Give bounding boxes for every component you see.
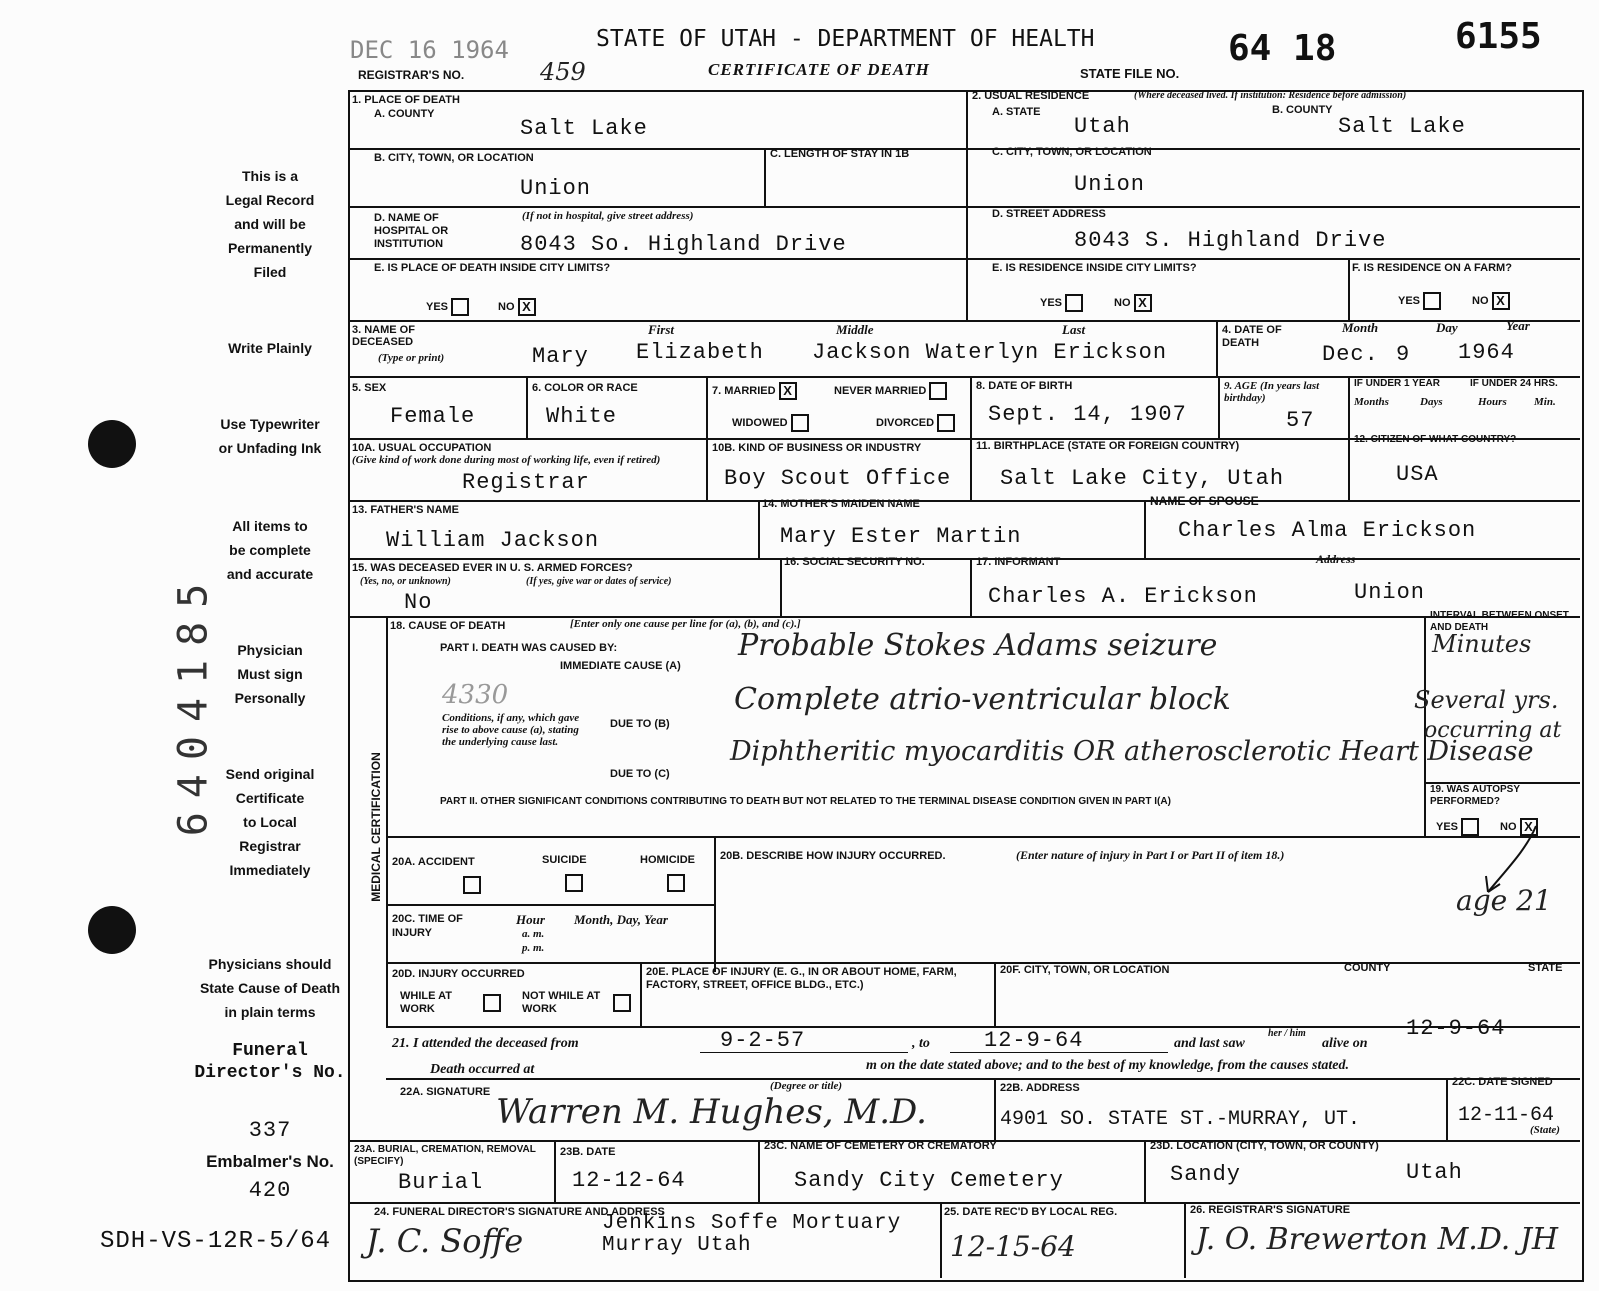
- value-birth-date: Sept. 14, 1907: [988, 402, 1187, 427]
- label-armed-note1: (Yes, no, or unknown): [360, 576, 451, 587]
- label-under-24-hrs: IF UNDER 24 HRS.: [1470, 378, 1558, 389]
- suicide-checkbox[interactable]: [562, 874, 583, 892]
- res-farm-no[interactable]: NO X: [1472, 292, 1510, 310]
- label-usual-residence: 2. USUAL RESIDENCE: [972, 90, 1090, 102]
- label-informant-address: Address: [1316, 552, 1356, 566]
- value-last-name: Jackson Waterlyn Erickson: [812, 340, 1168, 365]
- value-citizen: USA: [1396, 462, 1439, 487]
- value-funeral-home: Jenkins Soffe Mortuary: [602, 1212, 902, 1235]
- value-attended-from: 9-2-57: [720, 1028, 806, 1053]
- file-number-prefix: 64 18: [1228, 28, 1337, 69]
- state-title: STATE OF UTAH - DEPARTMENT OF HEALTH: [596, 26, 1095, 52]
- label-date-received: 25. DATE REC'D BY LOCAL REG.: [944, 1206, 1118, 1218]
- label-age: 9. AGE (In years last birthday): [1224, 380, 1320, 404]
- value-disposition-date: 12-12-64: [572, 1168, 686, 1193]
- label-social-security: 16. SOCIAL SECURITY NO.: [784, 556, 925, 568]
- note-complete: All items to be complete and accurate: [226, 518, 314, 582]
- value-alive-on: 12-9-64: [1406, 1016, 1506, 1041]
- value-spouse: Charles Alma Erickson: [1178, 518, 1477, 543]
- label-city: B. CITY, TOWN, OR LOCATION: [374, 152, 534, 164]
- label-county: A. COUNTY: [374, 108, 435, 120]
- value-cause-a: Probable Stokes Adams seizure: [738, 628, 1218, 663]
- injury-not-at-work: NOT WHILE AT WORK: [522, 990, 601, 1015]
- status-never-married[interactable]: NEVER MARRIED: [834, 382, 947, 400]
- label-mother: 14. MOTHER'S MAIDEN NAME: [762, 498, 920, 510]
- label-day: Day: [1436, 320, 1458, 335]
- label-business: 10B. KIND OF BUSINESS OR INDUSTRY: [712, 442, 922, 454]
- label-suicide: SUICIDE: [542, 854, 587, 866]
- label-part1: PART I. DEATH WAS CAUSED BY:: [440, 642, 618, 654]
- label-middle: Middle: [836, 322, 874, 337]
- label-last: Last: [1062, 322, 1086, 337]
- registrar-signature: J. O. Brewerton M.D. JH: [1196, 1222, 1559, 1257]
- value-county: Salt Lake: [520, 116, 648, 141]
- label-immediate-cause: IMMEDIATE CAUSE (A): [560, 660, 681, 672]
- while-at-work-checkbox[interactable]: [480, 994, 501, 1012]
- registrar-no: 459: [540, 58, 586, 86]
- label-degree: (Degree or title): [770, 1080, 843, 1092]
- form-code: SDH-VS-12R-5/64: [100, 1228, 332, 1255]
- value-disposition: Burial: [398, 1170, 484, 1195]
- value-res-state: Utah: [1074, 114, 1131, 139]
- label-month: Month: [1342, 320, 1379, 335]
- label-place-of-death: 1. PLACE OF DEATH: [352, 94, 460, 106]
- death-city-limits-yes[interactable]: YES: [426, 298, 469, 316]
- value-interval-a: Minutes: [1432, 630, 1532, 658]
- value-age: 57: [1286, 408, 1315, 433]
- label-attended-from: 21. I attended the deceased from: [392, 1036, 579, 1051]
- label-months: Months: [1354, 396, 1389, 408]
- label-cause-note: [Enter only one cause per line for (a), (b), and (c).]: [570, 618, 801, 630]
- label-interval: INTERVAL BETWEEN ONSET AND DEATH: [1430, 610, 1569, 633]
- label-res-street: D. STREET ADDRESS: [992, 208, 1106, 220]
- label-year: Year: [1506, 318, 1530, 333]
- label-birthplace: 11. BIRTHPLACE (STATE OR FOREIGN COUNTRY): [976, 440, 1240, 452]
- label-informant: 17. INFORMANT: [976, 556, 1061, 568]
- value-armed-forces: No: [404, 590, 433, 615]
- label-hospital-note: (If not in hospital, give street address): [522, 210, 694, 222]
- embalmer-no: 420: [248, 1178, 292, 1203]
- value-location-city: Sandy: [1170, 1162, 1242, 1187]
- punch-hole-top: [88, 420, 136, 468]
- value-funeral-city: Murray Utah: [602, 1234, 752, 1257]
- not-while-at-work-checkbox[interactable]: [610, 994, 631, 1012]
- note-send-original: Send original Certificate to Local Registrar Immediately: [225, 766, 315, 878]
- funeral-director-no: 337: [248, 1118, 292, 1143]
- label-state-paren: (State): [1530, 1124, 1560, 1136]
- label-citizen: 12. CITIZEN OF WHAT COUNTRY?: [1354, 434, 1517, 445]
- label-occurred-tail: m on the date stated above; and to the best of my knowledge, from the causes stated.: [866, 1058, 1349, 1073]
- status-widowed[interactable]: WIDOWED: [732, 414, 809, 432]
- label-injury-occurred: 20D. INJURY OCCURRED: [392, 968, 525, 980]
- label-first: First: [648, 322, 675, 337]
- embalmer-label: Embalmer's No.: [206, 1152, 334, 1171]
- res-city-limits-no[interactable]: NO X: [1114, 294, 1152, 312]
- label-signature: 22A. SIGNATURE: [400, 1086, 491, 1098]
- value-father: William Jackson: [386, 528, 600, 553]
- arrow-annotation: [1476, 820, 1546, 900]
- value-interval-c: occurring at: [1424, 718, 1562, 743]
- file-number: 6155: [1455, 16, 1542, 57]
- label-cemetery: 23C. NAME OF CEMETERY OR CREMATORY: [764, 1140, 997, 1152]
- value-location-state: Utah: [1406, 1160, 1463, 1185]
- label-hospital: D. NAME OF HOSPITAL OR INSTITUTION: [374, 212, 449, 250]
- label-spouse: NAME OF SPOUSE: [1150, 494, 1259, 508]
- punch-hole-bottom: [88, 906, 136, 954]
- funeral-director-label: Funeral Director's No.: [194, 1041, 346, 1083]
- label-hours: Hours: [1478, 396, 1507, 408]
- label-under-1-year: IF UNDER 1 YEAR: [1354, 378, 1440, 389]
- value-city: Union: [520, 176, 592, 201]
- value-informant: Charles A. Erickson: [988, 584, 1258, 609]
- label-alive-on: alive on: [1322, 1036, 1368, 1051]
- value-death-year: 1964: [1458, 340, 1515, 365]
- label-cause-of-death: 18. CAUSE OF DEATH: [390, 620, 506, 632]
- note-cause-plain: Physicians should State Cause of Death in plain terms: [199, 956, 341, 1020]
- accident-checkbox[interactable]: [460, 876, 481, 894]
- injury-while-at-work: WHILE AT WORK: [400, 990, 452, 1015]
- annotation-age-21: age 21: [1456, 884, 1552, 917]
- value-cause-c: Diphtheritic myocarditis OR atherosclerotic Heart Disease: [730, 736, 1534, 767]
- value-res-city: Union: [1074, 172, 1146, 197]
- label-registrar-signature: 26. REGISTRAR'S SIGNATURE: [1190, 1204, 1351, 1216]
- value-race: White: [546, 404, 618, 429]
- code-4330: 4330: [442, 680, 509, 710]
- label-time-of-injury: 20C. TIME OF INJURY: [392, 913, 463, 939]
- label-inside-city-limits: E. IS PLACE OF DEATH INSIDE CITY LIMITS?: [374, 262, 611, 274]
- label-disposition: 23A. BURIAL, CREMATION, REMOVAL (SPECIFY): [354, 1144, 536, 1167]
- label-describe-injury: 20B. DESCRIBE HOW INJURY OCCURRED.: [720, 850, 946, 862]
- label-min: Min.: [1534, 396, 1556, 408]
- res-city-limits-yes[interactable]: YES: [1040, 294, 1083, 312]
- death-city-limits-no[interactable]: NO X: [498, 298, 536, 316]
- label-am: a. m.: [522, 928, 545, 940]
- note-physician-sign: Physician Must sign Personally: [234, 642, 306, 706]
- label-place-of-injury: 20E. PLACE OF INJURY (E. G., IN OR ABOUT HOME, FARM, FACTORY, STREET, OFFICE BLDG., ETC.): [646, 966, 957, 991]
- label-hour: Hour: [516, 912, 545, 927]
- label-disposition-date: 23B. DATE: [560, 1146, 616, 1158]
- note-write-plainly: Write Plainly: [228, 340, 312, 356]
- autopsy-yes[interactable]: YES: [1436, 818, 1479, 836]
- label-race: 6. COLOR OR RACE: [532, 382, 638, 394]
- certificate-title: CERTIFICATE OF DEATH: [708, 60, 930, 79]
- label-length-of-stay: C. LENGTH OF STAY IN 1B: [770, 148, 910, 160]
- label-days: Days: [1420, 396, 1443, 408]
- value-cemetery: Sandy City Cemetery: [794, 1168, 1064, 1193]
- label-part2: PART II. OTHER SIGNIFICANT CONDITIONS CONTRIBUTING TO DEATH BUT NOT RELATED TO THE TERMINAL DISEASE CONDITION GIVEN IN PART I(A): [440, 796, 1171, 807]
- value-hospital: 8043 So. Highland Drive: [520, 232, 847, 257]
- label-location: 23D. LOCATION (CITY, TOWN, OR COUNTY): [1150, 1140, 1379, 1152]
- value-res-street: 8043 S. Highland Drive: [1074, 228, 1387, 253]
- note-typewriter: Use Typewriter or Unfading Ink: [218, 416, 322, 456]
- label-res-state: A. STATE: [992, 106, 1041, 118]
- label-armed-note2: (If yes, give war or dates of service): [526, 576, 672, 587]
- value-interval-b: Several yrs.: [1414, 686, 1559, 714]
- vertical-serial-number: 6404185: [170, 569, 217, 837]
- value-sex: Female: [390, 404, 476, 429]
- label-sex: 5. SEX: [352, 382, 387, 394]
- label-injury-county: COUNTY: [1344, 962, 1391, 974]
- value-business: Boy Scout Office: [724, 466, 952, 491]
- label-date-signed: 22C. DATE SIGNED: [1452, 1076, 1553, 1088]
- label-date-of-birth: 8. DATE OF BIRTH: [976, 380, 1073, 392]
- label-injury-state: STATE: [1528, 962, 1563, 974]
- label-autopsy: 19. WAS AUTOPSY PERFORMED?: [1430, 784, 1520, 807]
- value-mother: Mary Ester Martin: [780, 524, 1022, 549]
- value-first-name: Mary: [532, 344, 589, 369]
- state-file-label: STATE FILE NO.: [1080, 66, 1180, 81]
- label-month-day-year: Month, Day, Year: [574, 912, 668, 927]
- value-res-county: Salt Lake: [1338, 114, 1466, 139]
- value-occupation: Registrar: [462, 470, 590, 495]
- res-farm-yes[interactable]: YES: [1398, 292, 1441, 310]
- funeral-director-signature: J. C. Soffe: [366, 1222, 524, 1260]
- status-divorced[interactable]: DIVORCED: [876, 414, 955, 432]
- label-pm: p. m.: [522, 942, 545, 954]
- label-type-or-print: (Type or print): [378, 352, 445, 364]
- value-attended-to: 12-9-64: [984, 1028, 1084, 1053]
- label-physician-address: 22B. ADDRESS: [1000, 1082, 1080, 1094]
- autopsy-no[interactable]: NO X: [1500, 818, 1538, 836]
- label-date-of-death: 4. DATE OF DEATH: [1222, 324, 1282, 349]
- value-death-day: 9: [1396, 342, 1411, 367]
- label-res-inside-limits: E. IS RESIDENCE INSIDE CITY LIMITS?: [992, 262, 1197, 274]
- label-due-to-c: DUE TO (C): [610, 768, 670, 780]
- value-birthplace: Salt Lake City, Utah: [1000, 466, 1285, 491]
- label-homicide: HOMICIDE: [640, 854, 695, 866]
- label-accident: 20A. ACCIDENT: [392, 856, 475, 868]
- label-medical-certification: MEDICAL CERTIFICATION: [369, 752, 383, 902]
- label-armed-forces: 15. WAS DECEASED EVER IN U. S. ARMED FORCES?: [352, 562, 633, 574]
- label-last-saw: and last saw: [1174, 1036, 1245, 1051]
- label-conditions: Conditions, if any, which gave rise to above cause (a), stating the underlying cause last.: [442, 712, 580, 748]
- status-married[interactable]: 7. MARRIED X: [712, 382, 797, 400]
- note-legal-record: This is a Legal Record and will be Permanently Filed: [225, 168, 315, 280]
- label-due-to-b: DUE TO (B): [610, 718, 670, 730]
- value-date-signed: 12-11-64: [1458, 1104, 1555, 1127]
- label-residence-note: (Where deceased lived. If institution: Residence before admission): [1134, 90, 1407, 101]
- label-to: , to: [912, 1036, 930, 1051]
- value-middle-name: Elizabeth: [636, 340, 764, 365]
- label-funeral-director: 24. FUNERAL DIRECTOR'S SIGNATURE AND ADDRESS: [374, 1206, 665, 1218]
- label-occupation-note: (Give kind of work done during most of working life, even if retired): [352, 454, 661, 466]
- label-res-city: C. CITY, TOWN, OR LOCATION: [992, 146, 1152, 158]
- value-physician-address: 4901 SO. STATE ST.-MURRAY, UT.: [1000, 1108, 1361, 1131]
- label-her-him: her / him: [1268, 1028, 1306, 1039]
- registrar-no-label: REGISTRAR'S NO.: [358, 68, 465, 82]
- label-injury-note: (Enter nature of injury in Part I or Part II of item 18.): [1016, 848, 1285, 862]
- label-injury-city: 20F. CITY, TOWN, OR LOCATION: [1000, 964, 1170, 976]
- label-res-farm: F. IS RESIDENCE ON A FARM?: [1352, 262, 1512, 274]
- label-occupation: 10A. USUAL OCCUPATION: [352, 442, 492, 454]
- date-stamp: DEC 16 1964: [350, 36, 509, 64]
- value-death-month: Dec.: [1322, 342, 1379, 367]
- label-father: 13. FATHER'S NAME: [352, 504, 459, 516]
- label-res-county: B. COUNTY: [1272, 104, 1333, 116]
- value-informant-address: Union: [1354, 580, 1426, 605]
- value-cause-b: Complete atrio-ventricular block: [734, 682, 1231, 717]
- label-name-deceased: 3. NAME OF DECEASED: [352, 324, 415, 348]
- physician-signature: Warren M. Hughes, M.D.: [496, 1092, 927, 1132]
- homicide-checkbox[interactable]: [664, 874, 685, 892]
- label-death-occurred: Death occurred at: [430, 1062, 535, 1077]
- value-date-received: 12-15-64: [950, 1230, 1076, 1263]
